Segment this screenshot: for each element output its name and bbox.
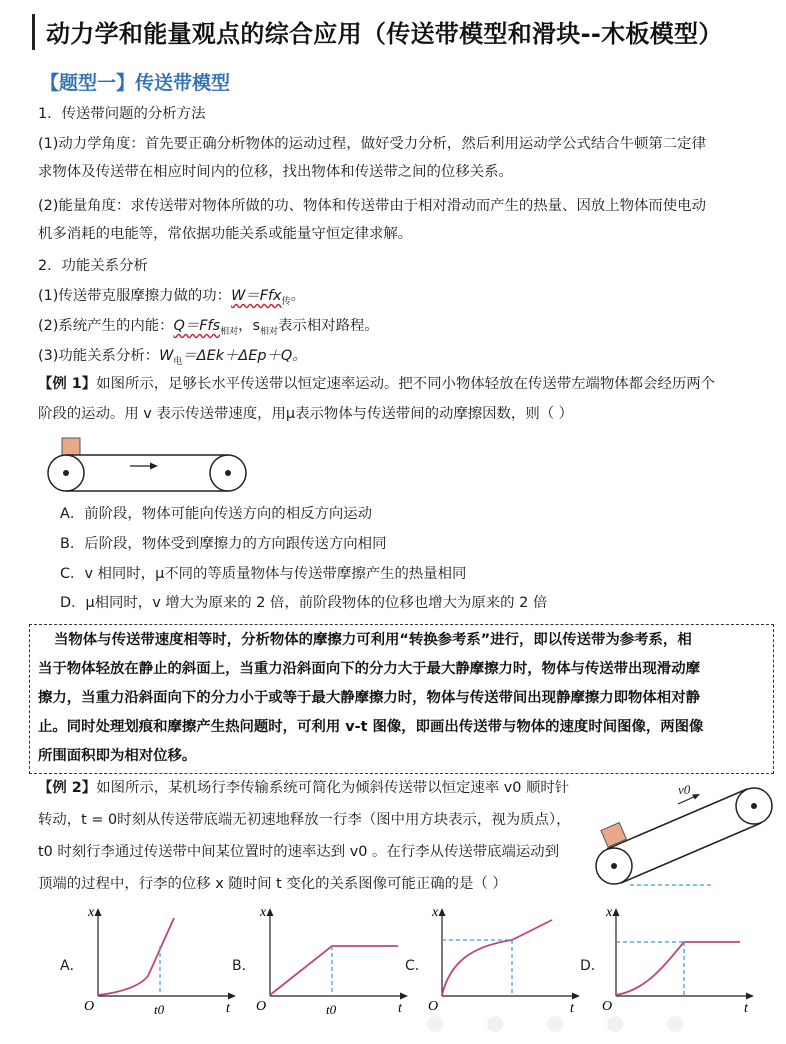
graph-b-t0: t0 <box>326 1002 337 1017</box>
graph-a-curve <box>98 918 174 995</box>
graph-b <box>252 900 412 1018</box>
horizontal-conveyor-figure <box>40 436 254 498</box>
graph-c-x-axis-label: x <box>432 905 439 920</box>
graph-b-label: B． <box>232 958 256 974</box>
option-d: D．μ相同时，v 增大为原来的 2 倍，前阶段物体的位移也增大为原来的 2 倍 <box>60 595 548 611</box>
graph-d-curve <box>616 942 740 995</box>
heading-analysis-methods: 1．传送带问题的分析方法 <box>38 106 206 122</box>
graph-d-t-axis-label: t <box>744 1001 748 1016</box>
graph-d-x-axis-label: x <box>606 905 613 920</box>
graph-d-label: D． <box>580 958 605 974</box>
option-a: A．前阶段，物体可能向传送方向的相反方向运动 <box>60 506 373 522</box>
graph-c-origin: O <box>428 999 439 1014</box>
example-2-line-1: 【例 2】如图所示，某机场行李传输系统可简化为倾斜传送带以恒定速率 v0 顺时针 <box>38 780 570 796</box>
graph-c-curve <box>442 920 552 995</box>
example-2-line-4: 顶端的过程中，行李的位移 x 随时间 t 变化的关系图像可能正确的是（ ） <box>38 876 507 892</box>
tip-line-2: 当于物体轻放在静止的斜面上，当重力沿斜面向下的分力大于最大静摩擦力时，物体与传送带出现滑动摩 <box>38 661 700 677</box>
tip-line-5: 所围面积即为相对位移。 <box>38 748 197 764</box>
graph-c-label: C． <box>405 958 429 974</box>
example-1-line-2: 阶段的运动。用 v 表示传送带速度，用μ表示物体与传送带间的动摩擦因数，则（ ） <box>38 406 574 422</box>
graph-d <box>598 900 758 1018</box>
paragraph-energy-1: (2)能量角度：求传送带对物体所做的功、物体和传送带由于相对滑动而产生的热量、因放上物体而使电动 <box>38 198 706 214</box>
paragraph-dynamics-2: 求物体及传送带在相应时间内的位移，找出物体和传送带之间的位移关系。 <box>38 164 513 180</box>
title-accent-bar <box>32 14 35 50</box>
example-1-line-1: 【例 1】如图所示，足够长水平传送带以恒定速率运动。把不同小物体轻放在传送带左端物体都会经历两个 <box>38 376 716 392</box>
paragraph-dynamics-1: (1)动力学角度：首先要正确分析物体的运动过程，做好受力分析，然后利用运动学公式结合牛顿第二定律 <box>38 136 706 152</box>
heading-work-energy: 2．功能关系分析 <box>38 258 148 274</box>
tip-line-3: 擦力，当重力沿斜面向下的分力小于或等于最大静摩擦力时，物体与传送带间出现静摩擦力即物体相对静 <box>38 690 700 706</box>
object-block <box>62 438 80 455</box>
graph-c-t-axis-label: t <box>570 1001 574 1016</box>
graph-a-x-axis-label: x <box>88 905 95 920</box>
direction-arrow <box>150 463 158 470</box>
tip-box <box>29 624 774 774</box>
option-c: C．v 相同时，μ不同的等质量物体与传送带摩擦产生的热量相同 <box>60 566 467 582</box>
graph-a <box>80 900 240 1018</box>
graph-a-origin: O <box>84 999 95 1014</box>
graph-a-t-axis-label: t <box>226 1001 230 1016</box>
example-2-line-3: t0 时刻行李通过传送带中间某位置时的速率达到 v0 。在行李从传送带底端运动到 <box>38 844 560 860</box>
paragraph-energy-2: 机多消耗的电能等，常依据功能关系或能量守恒定律求解。 <box>38 226 413 242</box>
section-title: 【题型一】传送带模型 <box>40 72 231 94</box>
graph-b-t-axis-label: t <box>398 1001 402 1016</box>
v0-label: v0 <box>678 782 691 797</box>
tip-line-4: 止。同时处理划痕和摩擦产生热问题时，可利用 v-t 图像，即画出传送带与物体的速度时间图像，两图像 <box>38 719 704 735</box>
page-title: 动力学和能量观点的综合应用（传送带模型和滑块--木板模型） <box>46 20 723 48</box>
option-b: B．后阶段，物体受到摩擦力的方向跟传送方向相同 <box>60 536 387 552</box>
graph-a-t0: t0 <box>154 1002 165 1017</box>
formula-heat: (2)系统产生的内能：Q＝Ffs$_{相对}$，$s_{相对}$表示相对路程。 <box>38 318 379 337</box>
graph-b-x-axis-label: x <box>260 905 267 920</box>
luggage-block <box>601 823 626 847</box>
graph-b-curve <box>270 946 398 995</box>
graph-b-origin: O <box>256 999 267 1014</box>
tip-line-1: 当物体与传送带速度相等时，分析物体的摩擦力可利用“转换参考系”进行，即以传送带为参考系，相 <box>54 632 692 648</box>
graph-c <box>424 900 584 1018</box>
formula-work: (1)传送带克服摩擦力做的功：W＝Ffx$_传$。 <box>38 288 305 307</box>
inclined-conveyor-figure <box>590 780 774 892</box>
graph-d-origin: O <box>602 999 613 1014</box>
footer-watermark-dots <box>425 1012 725 1036</box>
graph-a-label: A． <box>60 958 84 974</box>
example-2-line-2: 转动，t = 0时刻从传送带底端无初速地释放一行李（图中用方块表示，视为质点）， <box>38 812 571 828</box>
formula-energy: (3)功能关系分析：$W_电=\Delta Ek+\Delta Ep+Q$。 <box>38 348 307 367</box>
